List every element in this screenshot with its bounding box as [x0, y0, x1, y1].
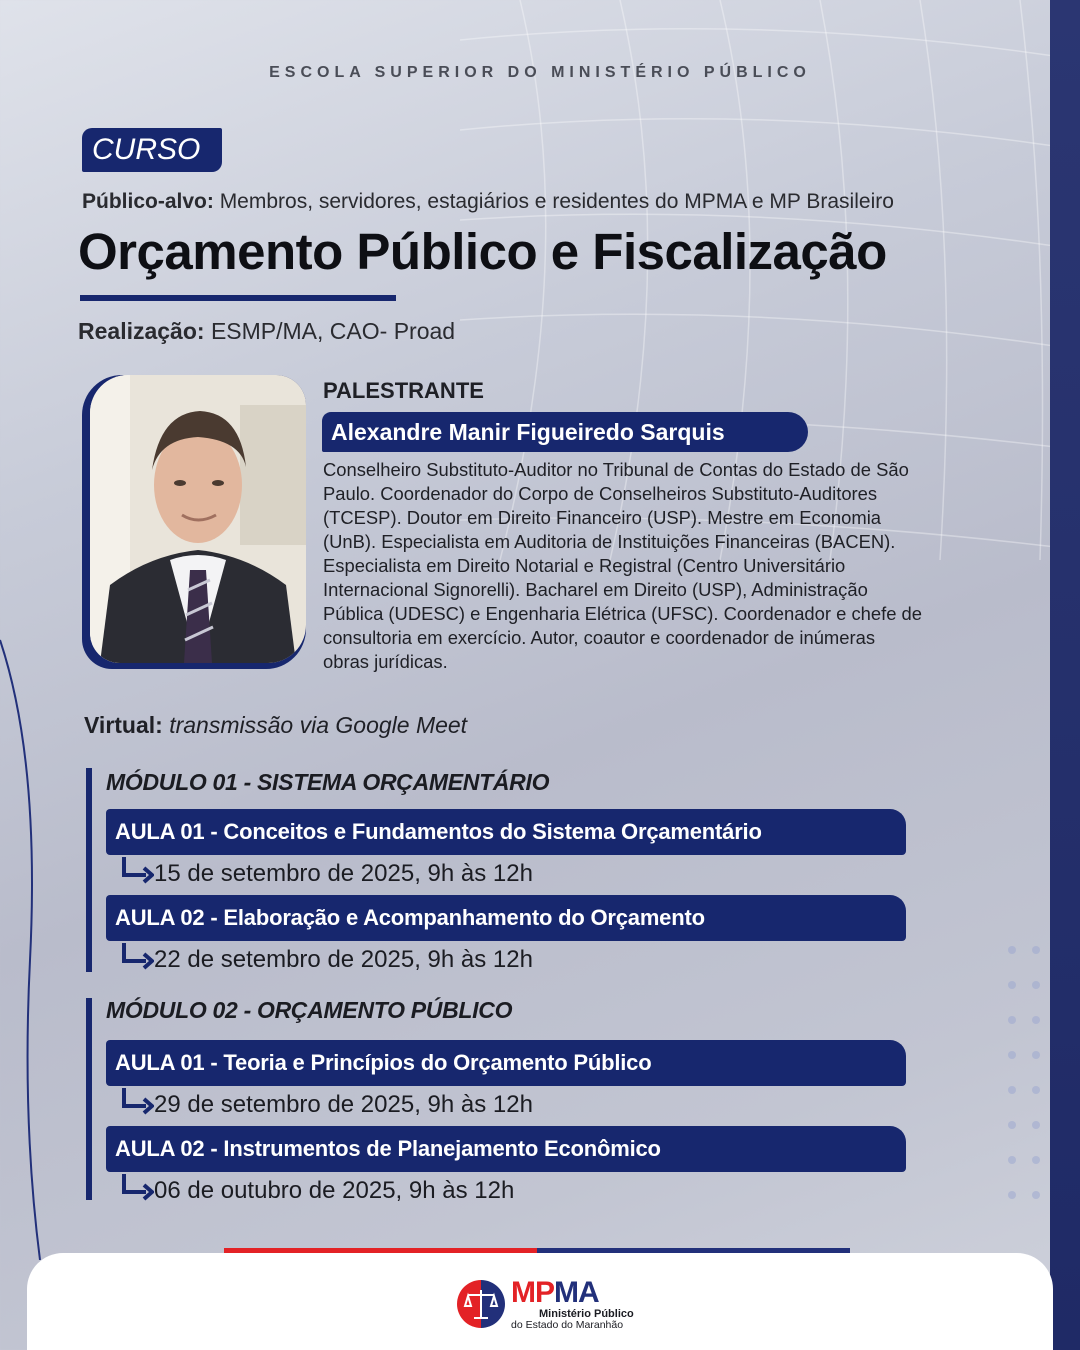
module-1-lesson-2: [106, 895, 906, 941]
speaker-photo: [90, 375, 306, 663]
organizer-text: ESMP/MA, CAO- Proad: [204, 318, 456, 344]
speaker-name: Alexandre Manir Figueiredo Sarquis: [322, 412, 808, 452]
lesson-number: AULA 01 -: [115, 819, 224, 844]
module-2-lesson-1: [106, 1040, 906, 1086]
bio-line: Especialista em Direito Notarial e Registral (Centro Universitário: [323, 555, 846, 576]
module-1-title: MÓDULO 01 - SISTEMA ORÇAMENTÁRIO: [106, 769, 550, 795]
target-audience: [82, 190, 1042, 214]
right-edge-band: [1050, 0, 1080, 1350]
lesson-name: Conceitos e Fundamentos do Sistema Orçamentário: [223, 819, 762, 844]
module-2-title: MÓDULO 02 - ORÇAMENTO PÚBLICO: [106, 997, 513, 1023]
decorative-dots: [1000, 940, 1050, 1210]
bio-line: Pública (UDESC) e Engenharia Elétrica (UFSC). Coordenador e chefe de: [323, 603, 922, 624]
mode-text: transmissão via Google Meet: [162, 712, 468, 738]
bio-line: consultoria em exercício. Autor, coautor e coordenador de inúmeras: [323, 627, 876, 648]
mode-label: Virtual:: [84, 712, 163, 738]
bio-line: Paulo. Coordenador do Corpo de Conselheiros Substituto-Auditores: [323, 483, 878, 504]
return-arrow-icon: [120, 1174, 154, 1202]
title-underline: [80, 295, 396, 301]
lesson-number: AULA 02 -: [115, 1136, 224, 1161]
bio-line: Conselheiro Substituto-Auditor no Tribunal de Contas do Estado de São: [323, 459, 909, 480]
module-1-bar: [86, 768, 92, 972]
lesson-date: 29 de setembro de 2025, 9h às 12h: [154, 1091, 533, 1118]
lesson-date: 06 de outubro de 2025, 9h às 12h: [154, 1177, 515, 1204]
logo-wordmark: [511, 1276, 599, 1310]
logo-mp: MP: [511, 1276, 554, 1309]
course-title: Orçamento Público e Fiscalização: [78, 223, 887, 280]
module-2-bar: [86, 998, 92, 1200]
organizer-label: Realização:: [78, 318, 205, 344]
module-2-lesson-2: [106, 1126, 906, 1172]
logo-subtitle-line1: Ministério Público: [539, 1308, 634, 1320]
delivery-mode: [84, 712, 467, 739]
mpma-logo: [455, 1276, 655, 1332]
course-tag: CURSO: [82, 128, 222, 172]
speaker-photo-frame: [82, 375, 306, 669]
lesson-name: Elaboração e Acompanhamento do Orçamento: [223, 905, 705, 930]
bio-line: Internacional Signorelli). Bacharel em Direito (USP), Administração: [323, 579, 868, 600]
module-1-lesson-1: [106, 809, 906, 855]
lesson-date: 22 de setembro de 2025, 9h às 12h: [154, 946, 533, 973]
bio-line: obras jurídicas.: [323, 651, 448, 672]
scales-of-justice-icon: [455, 1278, 507, 1330]
lesson-name: Instrumentos de Planejamento Econômico: [223, 1136, 661, 1161]
lesson-number: AULA 02 -: [115, 905, 224, 930]
lesson-name: Teoria e Princípios do Orçamento Público: [223, 1050, 652, 1075]
speaker-bio: [323, 458, 1035, 674]
left-decorative-curve: [0, 560, 60, 1260]
lesson-number: AULA 01 -: [115, 1050, 224, 1075]
speaker-label: PALESTRANTE: [323, 378, 484, 403]
return-arrow-icon: [120, 857, 154, 885]
audience-text: Membros, servidores, estagiários e residentes do MPMA e MP Brasileiro: [213, 190, 894, 213]
organizer: [78, 318, 455, 345]
return-arrow-icon: [120, 1088, 154, 1116]
bio-line: (UnB). Especialista em Auditoria de Instituições Financeiras (BACEN).: [323, 531, 896, 552]
logo-ma: MA: [554, 1276, 599, 1309]
logo-subtitle-line2: do Estado do Maranhão: [511, 1319, 624, 1331]
bio-line: (TCESP). Doutor em Direito Financeiro (USP). Mestre em Economia: [323, 507, 882, 528]
lesson-date: 15 de setembro de 2025, 9h às 12h: [154, 860, 533, 887]
audience-label: Público-alvo:: [82, 190, 214, 213]
return-arrow-icon: [120, 943, 154, 971]
school-name: ESCOLA SUPERIOR DO MINISTÉRIO PÚBLICO: [269, 64, 811, 81]
